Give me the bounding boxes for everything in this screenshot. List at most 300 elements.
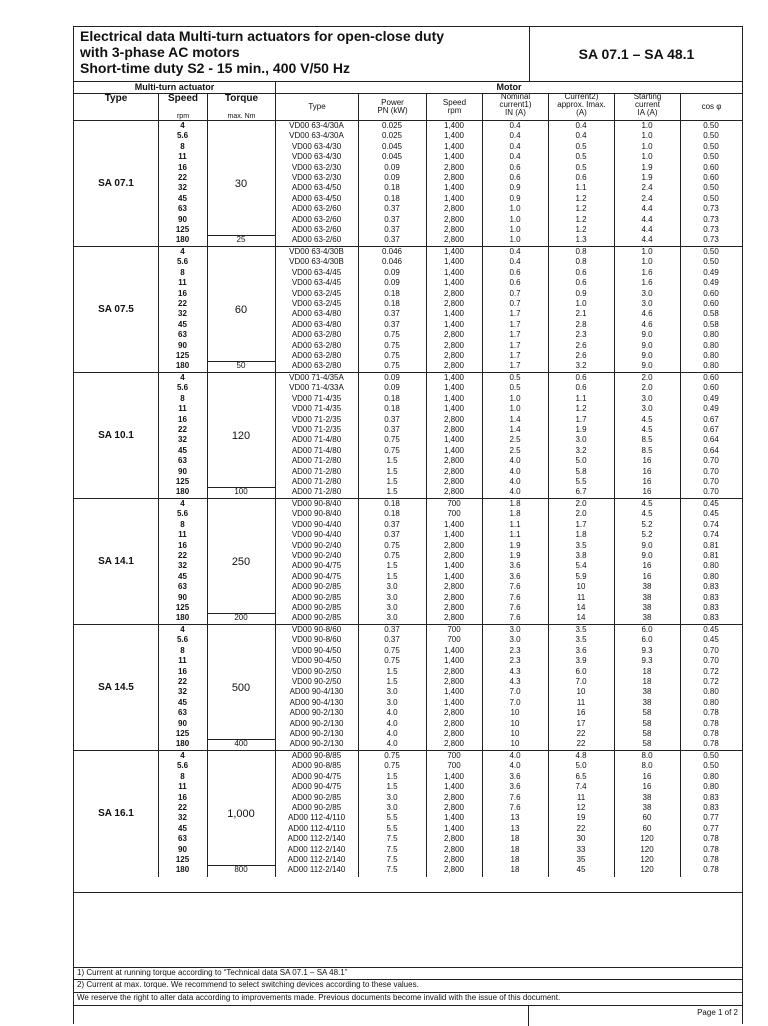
cell-nominal-current: 0.5 bbox=[509, 383, 521, 393]
cell-speed: 16 bbox=[178, 792, 187, 802]
cell-speed: 4 bbox=[180, 373, 185, 382]
cell-nominal-current: 1.1 bbox=[509, 530, 521, 540]
cell-starting-current: 16 bbox=[642, 466, 652, 476]
cell-nominal-current: 1.0 bbox=[509, 235, 521, 245]
cell-cos-phi: 0.74 bbox=[703, 519, 719, 529]
cell-cos-phi: 0.78 bbox=[703, 834, 719, 844]
cell-speed: 180 bbox=[175, 361, 190, 371]
cell-cos-phi: 0.70 bbox=[703, 656, 719, 666]
cell-power: 0.18 bbox=[384, 404, 400, 414]
col-nominal-current bbox=[482, 93, 548, 120]
cell-motor-speed: 2,800 bbox=[443, 792, 465, 802]
cell-speed: 45 bbox=[178, 319, 187, 329]
cell-speed: 45 bbox=[178, 193, 187, 203]
cell-motor-speed: 1,400 bbox=[443, 519, 465, 529]
cell-current-max: 5.0 bbox=[575, 456, 587, 466]
col-starting-label-2: current bbox=[635, 100, 660, 109]
table-row bbox=[74, 404, 742, 414]
cell-speed: 90 bbox=[178, 466, 187, 476]
table-row bbox=[74, 383, 742, 393]
cell-speed: 11 bbox=[178, 152, 187, 162]
table-row bbox=[74, 677, 742, 687]
cell-motor-speed: 2,800 bbox=[443, 729, 465, 738]
cell-cos-phi: 0.78 bbox=[703, 729, 719, 738]
cell-starting-current: 38 bbox=[642, 592, 652, 602]
cell-motor-type: AD00 63-2/60 bbox=[291, 235, 342, 245]
cell-motor-speed: 2,800 bbox=[443, 603, 465, 612]
col-motor-speed-unit: rpm bbox=[447, 106, 462, 115]
cell-motor-type: VD00 71-2/35 bbox=[291, 414, 342, 424]
cell-power: 3.0 bbox=[386, 697, 398, 707]
cell-power: 3.0 bbox=[386, 803, 398, 812]
cell-current-max: 0.4 bbox=[575, 121, 587, 130]
cell-starting-current: 9.0 bbox=[641, 361, 653, 371]
cell-nominal-current: 10 bbox=[510, 718, 520, 728]
cell-motor-type: AD00 63-2/80 bbox=[291, 340, 342, 350]
cell-motor-speed: 1,400 bbox=[443, 404, 465, 414]
cell-motor-speed: 1,400 bbox=[443, 267, 465, 277]
cell-motor-speed: 1,400 bbox=[443, 383, 465, 393]
cell-power: 0.75 bbox=[384, 340, 400, 350]
cell-motor-speed: 1,400 bbox=[443, 278, 465, 288]
torque-at-max-speed: 200 bbox=[234, 613, 248, 623]
cell-speed: 8 bbox=[180, 267, 185, 277]
cell-current-max: 45 bbox=[576, 865, 586, 875]
cell-motor-type: VD00 90-2/50 bbox=[291, 666, 342, 676]
cell-starting-current: 9.3 bbox=[641, 645, 653, 655]
cell-cos-phi: 0.67 bbox=[703, 414, 719, 424]
cell-motor-speed: 1,400 bbox=[443, 530, 465, 540]
torque-at-max-speed: 400 bbox=[234, 739, 248, 749]
cell-cos-phi: 0.80 bbox=[703, 771, 719, 781]
cell-starting-current: 3.0 bbox=[641, 404, 653, 414]
table-row bbox=[74, 121, 742, 131]
cell-starting-current: 60 bbox=[642, 813, 652, 823]
cell-power: 1.5 bbox=[386, 571, 398, 581]
cell-nominal-current: 0.6 bbox=[509, 173, 521, 182]
cell-cos-phi: 0.70 bbox=[703, 645, 719, 655]
cell-motor-speed: 2,800 bbox=[443, 204, 465, 214]
footnote-3: We reserve the right to alter data according to improvements made. Previous documents become invalid with the issue of this document. bbox=[74, 992, 742, 1003]
table-row bbox=[74, 635, 742, 645]
cell-current-max: 0.6 bbox=[575, 278, 587, 288]
cell-cos-phi: 0.50 bbox=[703, 751, 719, 760]
cell-motor-type: VD00 71-4/33A bbox=[289, 383, 344, 393]
cell-speed: 125 bbox=[175, 477, 190, 486]
table-row bbox=[74, 687, 742, 697]
cell-current-max: 7.4 bbox=[575, 782, 587, 792]
torque-at-max-speed: 25 bbox=[236, 235, 246, 245]
cell-cos-phi: 0.83 bbox=[703, 592, 719, 602]
table-row bbox=[74, 173, 742, 183]
col-type bbox=[74, 93, 158, 120]
cell-cos-phi: 0.49 bbox=[703, 393, 719, 403]
cell-power: 4.0 bbox=[386, 729, 398, 738]
cell-nominal-current: 18 bbox=[510, 834, 520, 844]
table-row bbox=[74, 572, 742, 582]
cell-nominal-current: 7.6 bbox=[509, 592, 521, 602]
cell-power: 0.37 bbox=[384, 625, 400, 634]
cell-motor-type: AD00 90-4/75 bbox=[291, 571, 342, 581]
cell-power: 0.75 bbox=[384, 761, 400, 771]
cell-speed: 11 bbox=[178, 278, 187, 288]
max-torque: 500 bbox=[231, 681, 251, 694]
col-current-label-2: approx. Imax. bbox=[557, 100, 606, 109]
cell-speed: 11 bbox=[178, 530, 187, 540]
cell-motor-speed: 2,800 bbox=[443, 299, 465, 308]
cell-motor-speed: 700 bbox=[447, 751, 461, 760]
cell-current-max: 5.9 bbox=[575, 571, 587, 581]
table-row bbox=[74, 551, 742, 561]
cell-motor-speed: 2,800 bbox=[443, 708, 465, 718]
table-row bbox=[74, 309, 742, 319]
cell-cos-phi: 0.50 bbox=[703, 183, 719, 193]
cell-motor-type: VD00 90-4/50 bbox=[291, 656, 342, 666]
col-starting-current bbox=[614, 93, 680, 120]
cell-starting-current: 6.0 bbox=[641, 635, 653, 645]
cell-current-max: 3.2 bbox=[575, 361, 587, 371]
cell-cos-phi: 0.45 bbox=[703, 499, 719, 508]
max-torque: 30 bbox=[234, 177, 248, 190]
cell-nominal-current: 4.0 bbox=[509, 487, 521, 497]
cell-nominal-current: 18 bbox=[510, 865, 520, 875]
cell-motor-speed: 2,800 bbox=[443, 582, 465, 592]
cell-power: 0.75 bbox=[384, 551, 400, 560]
document-title bbox=[80, 28, 530, 76]
table-row bbox=[74, 855, 742, 865]
actuator-type: SA 14.1 bbox=[98, 556, 134, 567]
cell-motor-speed: 2,800 bbox=[443, 666, 465, 676]
cell-motor-speed: 2,800 bbox=[443, 592, 465, 602]
cell-nominal-current: 10 bbox=[510, 739, 520, 749]
cell-current-max: 3.0 bbox=[575, 435, 587, 445]
cell-motor-speed: 2,800 bbox=[443, 173, 465, 182]
cell-motor-type: AD00 71-2/80 bbox=[291, 487, 342, 497]
cell-starting-current: 1.9 bbox=[641, 162, 653, 172]
cell-speed: 4 bbox=[180, 751, 185, 760]
cell-speed: 4 bbox=[180, 625, 185, 634]
actuator-group bbox=[74, 246, 742, 372]
cell-nominal-current: 7.6 bbox=[509, 582, 521, 592]
cell-motor-speed: 2,800 bbox=[443, 414, 465, 424]
cell-speed: 5.6 bbox=[176, 257, 189, 267]
table-row bbox=[74, 330, 742, 340]
cell-speed: 32 bbox=[178, 687, 187, 697]
table-row bbox=[74, 446, 742, 456]
cell-current-max: 1.2 bbox=[575, 404, 587, 414]
cell-current-max: 0.4 bbox=[575, 131, 587, 141]
cell-motor-type: VD00 71-4/35 bbox=[291, 404, 342, 414]
cell-power: 0.75 bbox=[384, 645, 400, 655]
cell-current-max: 22 bbox=[576, 739, 586, 749]
cell-starting-current: 1.0 bbox=[641, 247, 653, 256]
cell-nominal-current: 13 bbox=[510, 813, 520, 823]
cell-current-max: 1.2 bbox=[575, 214, 587, 224]
cell-nominal-current: 7.0 bbox=[509, 687, 521, 697]
table-row bbox=[74, 163, 742, 173]
group-motor: Motor bbox=[275, 81, 742, 93]
cell-motor-type: AD00 63-4/80 bbox=[291, 309, 342, 319]
table-row bbox=[74, 761, 742, 771]
cell-power: 0.37 bbox=[384, 235, 400, 245]
cell-starting-current: 1.0 bbox=[641, 152, 653, 162]
cell-cos-phi: 0.58 bbox=[703, 309, 719, 319]
cell-motor-type: AD00 63-2/80 bbox=[291, 351, 342, 360]
cell-motor-speed: 2,800 bbox=[443, 487, 465, 497]
cell-nominal-current: 2.3 bbox=[509, 645, 521, 655]
cell-cos-phi: 0.78 bbox=[703, 844, 719, 854]
cell-current-max: 2.0 bbox=[575, 499, 587, 508]
cell-power: 0.37 bbox=[384, 309, 400, 319]
cell-nominal-current: 13 bbox=[510, 823, 520, 833]
cell-nominal-current: 1.4 bbox=[509, 425, 521, 434]
col-nominal-unit: IN (A) bbox=[505, 108, 526, 117]
footnote-1: 1) Current at running torque according to “Technical data SA 07.1 – SA 48.1” bbox=[74, 967, 742, 978]
cell-starting-current: 120 bbox=[640, 834, 654, 844]
cell-motor-speed: 1,400 bbox=[443, 561, 465, 571]
cell-cos-phi: 0.49 bbox=[703, 404, 719, 414]
cell-cos-phi: 0.45 bbox=[703, 625, 719, 634]
cell-nominal-current: 3.6 bbox=[509, 782, 521, 792]
cell-cos-phi: 0.60 bbox=[703, 288, 719, 298]
cell-motor-speed: 1,400 bbox=[443, 656, 465, 666]
cell-power: 0.75 bbox=[384, 656, 400, 666]
document-header bbox=[74, 27, 742, 82]
cell-motor-type: AD00 90-4/130 bbox=[289, 697, 344, 707]
cell-starting-current: 16 bbox=[642, 771, 652, 781]
cell-power: 0.75 bbox=[384, 540, 400, 550]
cell-power: 0.75 bbox=[384, 351, 400, 360]
cell-motor-speed: 700 bbox=[447, 635, 461, 645]
col-type-label: Type bbox=[104, 93, 128, 104]
cell-nominal-current: 1.7 bbox=[509, 361, 521, 371]
col-torque bbox=[207, 93, 275, 120]
cell-current-max: 0.6 bbox=[575, 267, 587, 277]
cell-motor-type: VD00 63-2/45 bbox=[291, 299, 342, 308]
cell-starting-current: 120 bbox=[640, 865, 654, 875]
cell-motor-speed: 1,400 bbox=[443, 823, 465, 833]
actuator-type: SA 14.5 bbox=[98, 682, 134, 693]
cell-speed: 45 bbox=[178, 697, 187, 707]
cell-current-max: 10 bbox=[576, 582, 586, 592]
cell-cos-phi: 0.64 bbox=[703, 435, 719, 445]
cell-nominal-current: 7.6 bbox=[509, 803, 521, 812]
cell-motor-speed: 1,400 bbox=[443, 319, 465, 329]
cell-current-max: 1.9 bbox=[575, 425, 587, 434]
cell-motor-speed: 1,400 bbox=[443, 257, 465, 267]
cell-speed: 16 bbox=[178, 288, 187, 298]
cell-speed: 8 bbox=[180, 393, 185, 403]
cell-nominal-current: 1.7 bbox=[509, 309, 521, 319]
cell-motor-speed: 1,400 bbox=[443, 813, 465, 823]
cell-motor-type: VD00 90-8/40 bbox=[291, 499, 342, 508]
cell-motor-speed: 1,400 bbox=[443, 121, 465, 130]
cell-motor-type: AD00 112-4/110 bbox=[287, 823, 346, 833]
cell-current-max: 0.6 bbox=[575, 383, 587, 393]
table-row bbox=[74, 603, 742, 613]
cell-starting-current: 9.0 bbox=[641, 551, 653, 560]
cell-motor-type: VD00 63-4/30 bbox=[291, 141, 342, 151]
cell-speed: 8 bbox=[180, 771, 185, 781]
cell-power: 3.0 bbox=[386, 613, 398, 623]
cell-motor-type: VD00 63-4/45 bbox=[291, 267, 342, 277]
page-number: Page 1 of 2 bbox=[697, 1008, 738, 1017]
cell-cos-phi: 0.81 bbox=[703, 551, 719, 560]
cell-speed: 16 bbox=[178, 666, 187, 676]
cell-cos-phi: 0.60 bbox=[703, 373, 719, 382]
group-multi-turn: Multi-turn actuator bbox=[134, 82, 215, 92]
cell-current-max: 1.2 bbox=[575, 204, 587, 214]
table-row bbox=[74, 152, 742, 162]
cell-starting-current: 16 bbox=[642, 571, 652, 581]
cell-current-max: 4.8 bbox=[575, 751, 587, 760]
cell-cos-phi: 0.50 bbox=[703, 193, 719, 203]
cell-power: 0.046 bbox=[381, 257, 403, 267]
cell-power: 3.0 bbox=[386, 592, 398, 602]
cell-power: 0.025 bbox=[381, 121, 403, 130]
cell-motor-type: AD00 63-2/60 bbox=[291, 214, 342, 224]
cell-current-max: 2.6 bbox=[575, 340, 587, 350]
title-line: Electrical data Multi-turn actuators for open-close duty bbox=[80, 28, 445, 44]
cell-current-max: 1.2 bbox=[575, 193, 587, 203]
cell-power: 0.09 bbox=[384, 267, 400, 277]
table-row bbox=[74, 667, 742, 677]
col-current-max bbox=[548, 93, 614, 120]
cell-power: 7.5 bbox=[386, 855, 398, 864]
cell-nominal-current: 0.6 bbox=[509, 267, 521, 277]
cell-starting-current: 38 bbox=[642, 603, 652, 612]
cell-motor-type: AD00 71-2/80 bbox=[291, 466, 342, 476]
cell-power: 0.75 bbox=[384, 361, 400, 371]
cell-motor-speed: 2,800 bbox=[443, 456, 465, 466]
table-row bbox=[74, 656, 742, 666]
cell-nominal-current: 0.4 bbox=[509, 141, 521, 151]
cell-nominal-current: 7.6 bbox=[509, 613, 521, 623]
cell-power: 1.5 bbox=[386, 466, 398, 476]
cell-motor-speed: 1,400 bbox=[443, 141, 465, 151]
cell-nominal-current: 2.3 bbox=[509, 656, 521, 666]
table-row bbox=[74, 204, 742, 214]
torque-at-max-speed: 800 bbox=[234, 865, 248, 875]
cell-motor-speed: 2,800 bbox=[443, 834, 465, 844]
cell-nominal-current: 3.0 bbox=[509, 635, 521, 645]
cell-motor-speed: 1,400 bbox=[443, 771, 465, 781]
table-row bbox=[74, 520, 742, 530]
cell-motor-speed: 2,800 bbox=[443, 803, 465, 812]
cell-starting-current: 58 bbox=[642, 718, 652, 728]
cell-power: 1.5 bbox=[386, 771, 398, 781]
cell-motor-speed: 1,400 bbox=[443, 393, 465, 403]
actuator-group bbox=[74, 120, 742, 246]
cell-nominal-current: 1.7 bbox=[509, 351, 521, 360]
cell-cos-phi: 0.77 bbox=[703, 813, 719, 823]
cell-nominal-current: 1.7 bbox=[509, 319, 521, 329]
cell-power: 5.5 bbox=[386, 813, 398, 823]
cell-motor-type: VD00 90-2/40 bbox=[291, 551, 342, 560]
cell-speed: 8 bbox=[180, 519, 185, 529]
cell-starting-current: 4.5 bbox=[641, 414, 653, 424]
cell-cos-phi: 0.49 bbox=[703, 267, 719, 277]
cell-current-max: 11 bbox=[576, 592, 586, 602]
cell-motor-type: AD00 90-8/85 bbox=[291, 761, 342, 771]
table-row bbox=[74, 394, 742, 404]
table-row bbox=[74, 257, 742, 267]
table-row bbox=[74, 425, 742, 435]
cell-speed: 22 bbox=[178, 425, 187, 434]
cell-motor-type: VD00 63-4/30 bbox=[291, 152, 342, 162]
cell-nominal-current: 4.3 bbox=[509, 666, 521, 676]
cell-nominal-current: 1.1 bbox=[509, 519, 521, 529]
table-row bbox=[74, 593, 742, 603]
cell-motor-speed: 2,800 bbox=[443, 235, 465, 245]
cell-power: 0.37 bbox=[384, 519, 400, 529]
table-row bbox=[74, 739, 742, 749]
cell-current-max: 11 bbox=[576, 792, 586, 802]
cell-nominal-current: 18 bbox=[510, 844, 520, 854]
cell-motor-speed: 2,800 bbox=[443, 551, 465, 560]
cell-motor-speed: 700 bbox=[447, 761, 461, 771]
cell-starting-current: 9.0 bbox=[641, 330, 653, 340]
cell-speed: 8 bbox=[180, 645, 185, 655]
cell-cos-phi: 0.50 bbox=[703, 761, 719, 771]
cell-speed: 45 bbox=[178, 445, 187, 455]
cell-power: 0.37 bbox=[384, 530, 400, 540]
cell-power: 0.18 bbox=[384, 499, 400, 508]
cell-motor-speed: 2,800 bbox=[443, 466, 465, 476]
table-row bbox=[74, 772, 742, 782]
cell-starting-current: 8.5 bbox=[641, 445, 653, 455]
cell-current-max: 1.2 bbox=[575, 225, 587, 234]
table-row bbox=[74, 456, 742, 466]
cell-motor-speed: 2,800 bbox=[443, 214, 465, 224]
cell-starting-current: 1.0 bbox=[641, 121, 653, 130]
cell-cos-phi: 0.77 bbox=[703, 823, 719, 833]
cell-motor-type: AD00 63-4/50 bbox=[291, 183, 342, 193]
cell-speed: 90 bbox=[178, 844, 187, 854]
page-footer bbox=[74, 1005, 742, 1025]
cell-nominal-current: 0.5 bbox=[509, 373, 521, 382]
cell-motor-type: AD00 63-4/50 bbox=[291, 193, 342, 203]
cell-nominal-current: 4.0 bbox=[509, 761, 521, 771]
cell-motor-type: AD00 63-2/60 bbox=[291, 225, 342, 234]
cell-power: 3.0 bbox=[386, 582, 398, 592]
cell-starting-current: 5.2 bbox=[641, 519, 653, 529]
cell-cos-phi: 0.80 bbox=[703, 351, 719, 360]
cell-nominal-current: 1.7 bbox=[509, 330, 521, 340]
max-torque: 1,000 bbox=[227, 807, 255, 820]
cell-cos-phi: 0.80 bbox=[703, 697, 719, 707]
cell-motor-type: AD00 90-2/85 bbox=[291, 592, 342, 602]
cell-power: 0.046 bbox=[381, 247, 403, 256]
cell-nominal-current: 7.6 bbox=[509, 603, 521, 612]
cell-current-max: 0.5 bbox=[575, 152, 587, 162]
col-nominal-label-2: current1) bbox=[499, 100, 532, 109]
cell-speed: 8 bbox=[180, 141, 185, 151]
cell-cos-phi: 0.80 bbox=[703, 340, 719, 350]
table-row bbox=[74, 278, 742, 288]
cell-starting-current: 9.0 bbox=[641, 351, 653, 360]
actuator-type: SA 07.1 bbox=[98, 178, 134, 189]
table-row bbox=[74, 865, 742, 875]
cell-current-max: 6.0 bbox=[575, 666, 587, 676]
cell-speed: 63 bbox=[178, 204, 187, 214]
table-row bbox=[74, 793, 742, 803]
cell-current-max: 11 bbox=[576, 697, 586, 707]
cell-current-max: 3.5 bbox=[575, 635, 587, 645]
cell-speed: 32 bbox=[178, 183, 187, 193]
col-current-label: Current2) bbox=[564, 92, 599, 101]
cell-motor-type: AD00 90-4/75 bbox=[291, 782, 342, 792]
